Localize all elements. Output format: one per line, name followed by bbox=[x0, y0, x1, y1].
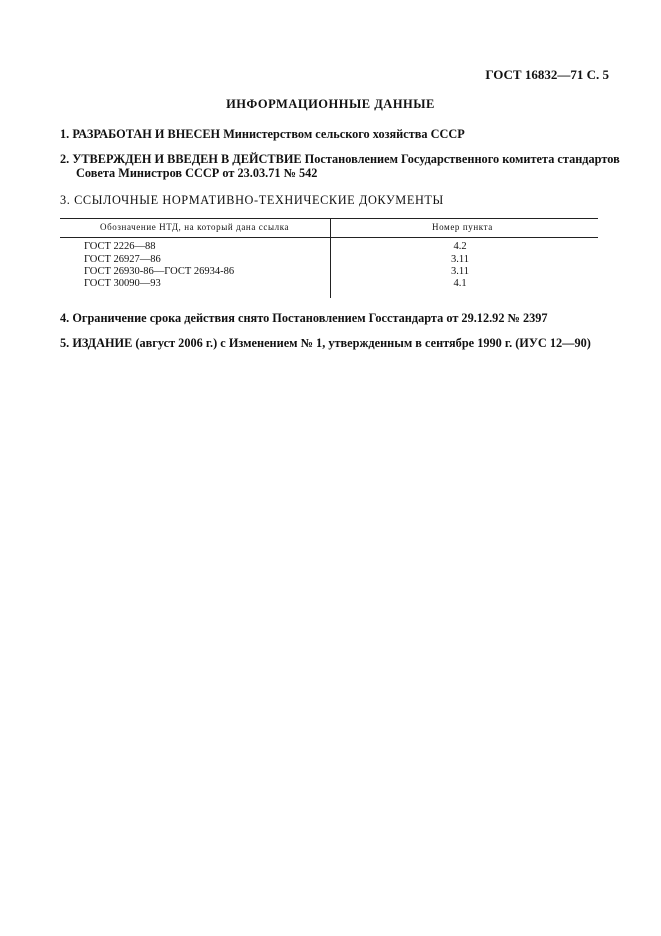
section-3 bbox=[60, 193, 444, 208]
table-top-rule bbox=[60, 218, 598, 219]
table-cell-clause: 4.2 bbox=[453, 241, 467, 252]
section-4 bbox=[60, 311, 548, 326]
section-5 bbox=[60, 336, 591, 351]
section-1-heading: РАЗРАБОТАН И ВНЕСЕН bbox=[72, 127, 221, 141]
table-header-rule bbox=[60, 237, 598, 238]
section-4-text: Ограничение срока действия снято Постановлением Госстандарта от 29.12.92 № 2397 bbox=[72, 311, 548, 325]
table-header-document: Обозначение НТД, на который дана ссылка bbox=[100, 222, 290, 232]
section-3-number: 3. bbox=[60, 193, 71, 207]
table-cell-document: ГОСТ 30090—93 bbox=[84, 278, 161, 289]
section-2-heading: УТВЕРЖДЕН И ВВЕДЕН В ДЕЙСТВИЕ bbox=[72, 152, 302, 166]
section-4-number: 4. bbox=[60, 311, 70, 325]
section-5-text: (август 2006 г.) с Изменением № 1, утвержденным в сентябре 1990 г. (ИУС 12—90) bbox=[135, 336, 591, 350]
section-2 bbox=[60, 152, 620, 167]
table-header-clause: Номер пункта bbox=[432, 222, 493, 232]
section-5-heading: ИЗДАНИЕ bbox=[72, 336, 133, 350]
page-header: ГОСТ 16832—71 С. 5 bbox=[485, 67, 609, 82]
table-cell-clause: 3.11 bbox=[451, 266, 469, 277]
section-2-continuation: Совета Министров СССР от 23.03.71 № 542 bbox=[76, 166, 318, 180]
section-1-text: Министерством сельского хозяйства СССР bbox=[223, 127, 465, 141]
section-1-number: 1. bbox=[60, 127, 70, 141]
table-cell-clause: 4.1 bbox=[453, 278, 467, 289]
document-title: ИНФОРМАЦИОННЫЕ ДАННЫЕ bbox=[226, 97, 435, 111]
table-cell-document: ГОСТ 2226—88 bbox=[84, 241, 156, 252]
section-5-number: 5. bbox=[60, 336, 70, 350]
section-3-heading: ССЫЛОЧНЫЕ НОРМАТИВНО-ТЕХНИЧЕСКИЕ ДОКУМЕНТЫ bbox=[74, 193, 444, 207]
section-1 bbox=[60, 127, 465, 142]
table-cell-document: ГОСТ 26930-86—ГОСТ 26934-86 bbox=[84, 266, 235, 277]
table-cell-clause: 3.11 bbox=[451, 254, 469, 265]
section-2-text: Постановлением Государственного комитета стандартов bbox=[304, 152, 620, 166]
table-column-divider bbox=[330, 218, 331, 298]
table-cell-document: ГОСТ 26927—86 bbox=[84, 254, 161, 265]
section-2-number: 2. bbox=[60, 152, 70, 166]
